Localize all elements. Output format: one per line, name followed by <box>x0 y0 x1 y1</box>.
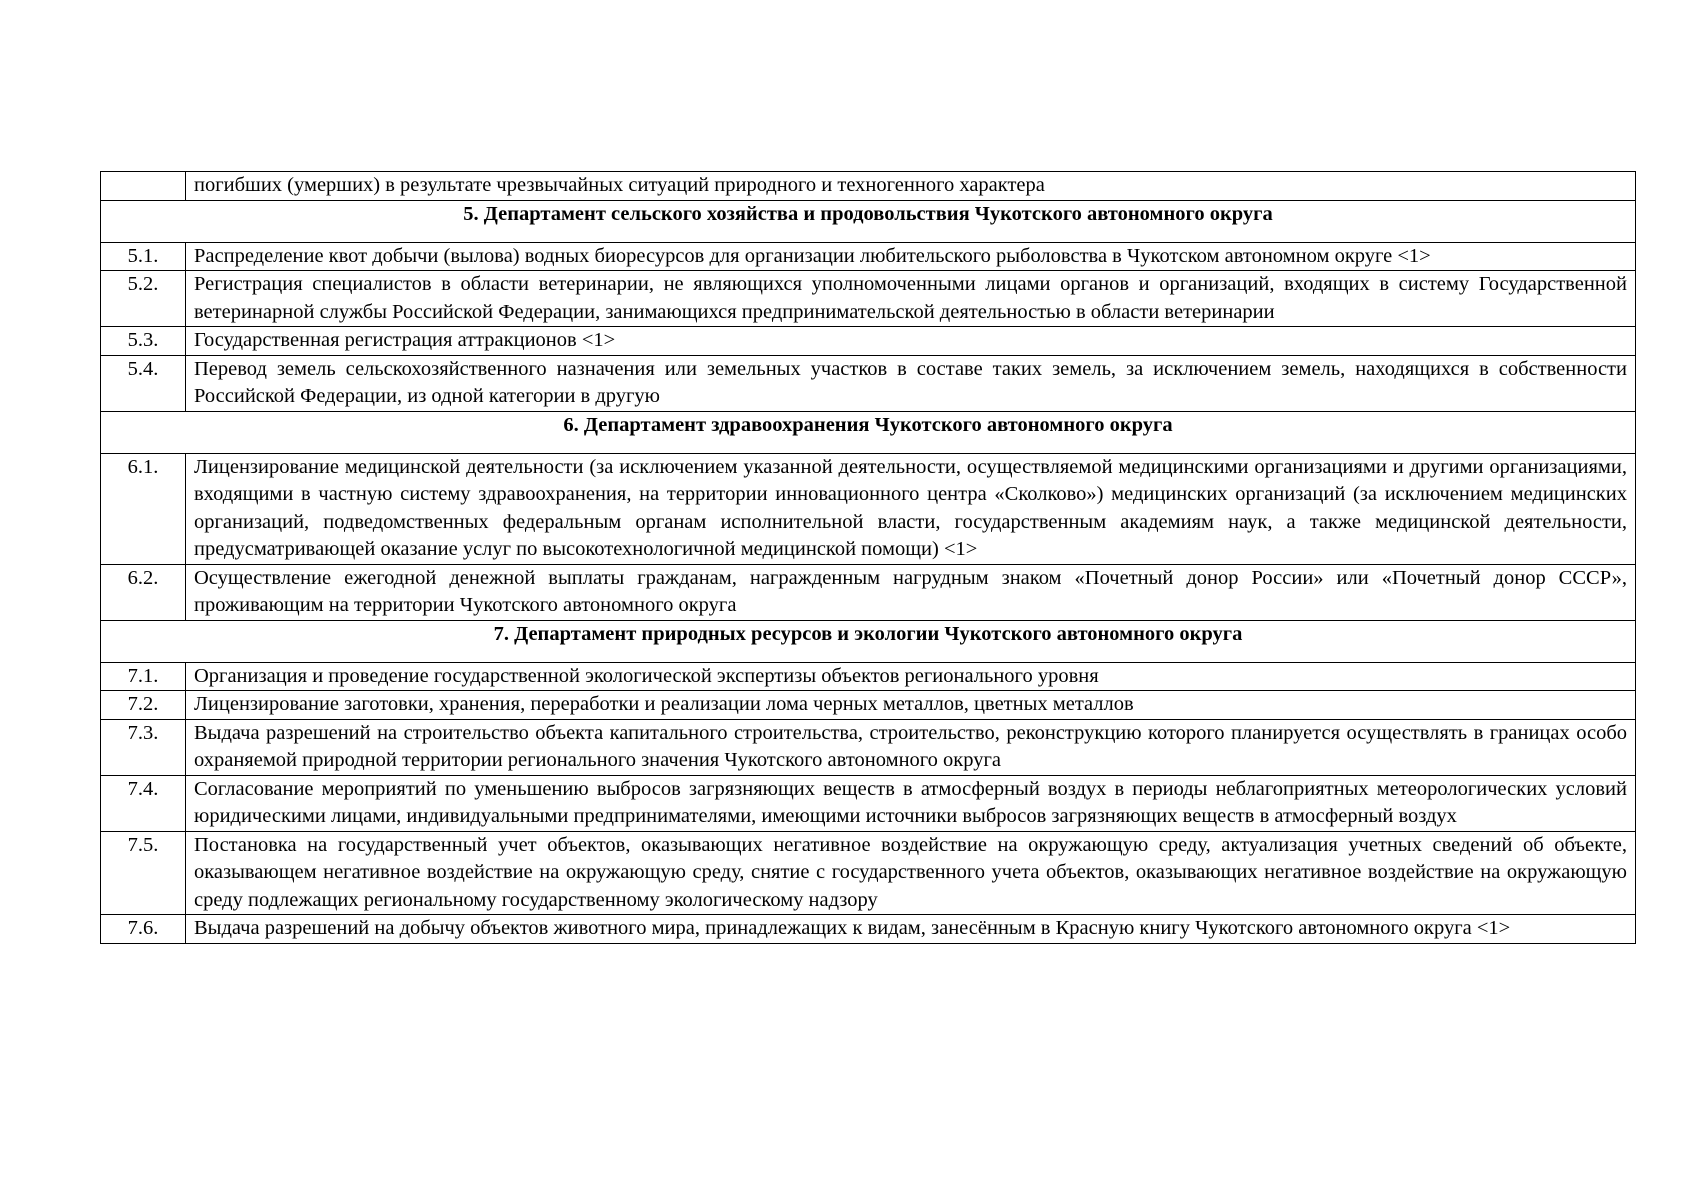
table-row <box>101 775 1636 831</box>
item-description: Организация и проведение государственной экологической экспертизы объектов регионального уровня <box>186 662 1636 691</box>
item-number: 7.4. <box>101 775 186 831</box>
item-description: Перевод земель сельскохозяйственного назначения или земельных участков в составе таких земель, за исключением земель, находящихся в собственности Российской Федерации, из одной категории в другую <box>186 355 1636 411</box>
table-row <box>101 831 1636 915</box>
table-row <box>101 172 1636 201</box>
item-number: 7.3. <box>101 719 186 775</box>
item-description: Регистрация специалистов в области ветеринарии, не являющихся уполномоченными лицами органов и организаций, входящих в систему Государственной ветеринарной службы Российской Федерации, занимающихся предпринимательской деятельностью в области ветеринарии <box>186 271 1636 327</box>
services-table <box>100 171 1636 944</box>
section-header-row <box>101 200 1636 242</box>
table-row <box>101 564 1636 620</box>
section-title: 5. Департамент сельского хозяйства и продовольствия Чукотского автономного округа <box>101 200 1636 242</box>
item-description: Выдача разрешений на строительство объекта капитального строительства, строительство, реконструкцию которого планируется осуществлять в границах особо охраняемой природной территории регионального значения Чукотского автономного округа <box>186 719 1636 775</box>
item-number: 5.3. <box>101 327 186 356</box>
section-title: 7. Департамент природных ресурсов и экологии Чукотского автономного округа <box>101 620 1636 662</box>
item-description: Распределение квот добычи (вылова) водных биоресурсов для организации любительского рыболовства в Чукотском автономном округе <1> <box>186 242 1636 271</box>
item-number: 7.5. <box>101 831 186 915</box>
item-number: 6.2. <box>101 564 186 620</box>
table-row <box>101 242 1636 271</box>
item-description: Лицензирование заготовки, хранения, переработки и реализации лома черных металлов, цветных металлов <box>186 691 1636 720</box>
table-row <box>101 355 1636 411</box>
table-row <box>101 915 1636 944</box>
item-description: Государственная регистрация аттракционов <1> <box>186 327 1636 356</box>
section-header-row <box>101 620 1636 662</box>
item-number <box>101 172 186 201</box>
item-number: 6.1. <box>101 453 186 564</box>
item-description: Постановка на государственный учет объектов, оказывающих негативное воздействие на окружающую среду, актуализация учетных сведений об объекте, оказывающем негативное воздействие на окружающую среду, снятие с государственного учета объектов, оказывающих негативное воздействие на окружающую среду подлежащих региональному государственному экологическому надзору <box>186 831 1636 915</box>
item-description: Выдача разрешений на добычу объектов животного мира, принадлежащих к видам, занесённым в Красную книгу Чукотского автономного округа <1> <box>186 915 1636 944</box>
section-header-row <box>101 411 1636 453</box>
table-row <box>101 662 1636 691</box>
item-number: 5.4. <box>101 355 186 411</box>
item-number: 5.2. <box>101 271 186 327</box>
item-number: 7.6. <box>101 915 186 944</box>
table-row <box>101 271 1636 327</box>
section-title: 6. Департамент здравоохранения Чукотского автономного округа <box>101 411 1636 453</box>
item-description: погибших (умерших) в результате чрезвычайных ситуаций природного и техногенного характера <box>186 172 1636 201</box>
table-row <box>101 327 1636 356</box>
item-description: Осуществление ежегодной денежной выплаты гражданам, награжденным нагрудным знаком «Почетный донор России» или «Почетный донор СССР», проживающим на территории Чукотского автономного округа <box>186 564 1636 620</box>
item-description: Согласование мероприятий по уменьшению выбросов загрязняющих веществ в атмосферный воздух в периоды неблагоприятных метеорологических условий юридическими лицами, индивидуальными предпринимателями, имеющими источники выбросов загрязняющих веществ в атмосферный воздух <box>186 775 1636 831</box>
item-number: 5.1. <box>101 242 186 271</box>
table-row <box>101 691 1636 720</box>
table-row <box>101 453 1636 564</box>
item-number: 7.1. <box>101 662 186 691</box>
item-number: 7.2. <box>101 691 186 720</box>
services-table-body <box>101 172 1636 944</box>
item-description: Лицензирование медицинской деятельности (за исключением указанной деятельности, осуществляемой медицинскими организациями и другими организациями, входящими в частную систему здравоохранения, на территории инновационного центра «Сколково») медицинских организаций (за исключением медицинских организаций, подведомственных федеральным органам исполнительной власти, государственным академиям наук, а также медицинской деятельности, предусматривающей оказание услуг по высокотехнологичной медицинской помощи) <1> <box>186 453 1636 564</box>
table-row <box>101 719 1636 775</box>
